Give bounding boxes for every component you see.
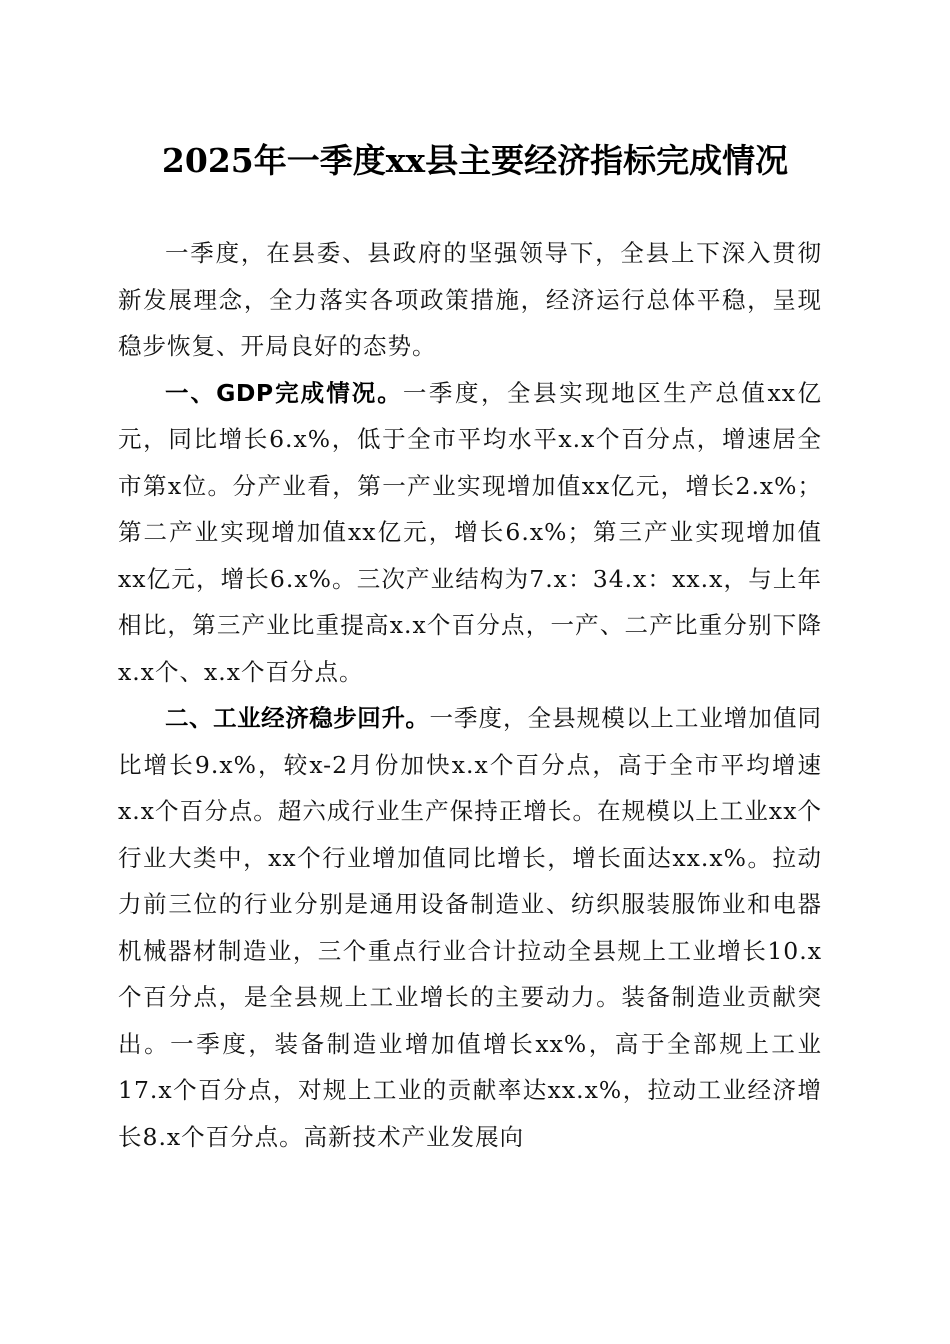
document-body [118, 230, 822, 1160]
section-industry-heading: 二、工业经济稳步回升。 [165, 704, 430, 732]
section-industry-paragraph [118, 695, 822, 1160]
section-industry-text: 一季度，全县规模以上工业增加值同比增长9.x%，较x-2月份加快x.x个百分点，高于全市平均增速x.x个百分点。超六成行业生产保持正增长。在规模以上工业xx个行业大类中，xx个行业增加值同比增长，增长面达xx.x%。拉动力前三位的行业分别是通用设备制造业、纺织服装服饰业和电器机械器材制造业，三个重点行业合计拉动全县规上工业增长10.x个百分点，是全县规上工业增长的主要动力。装备制造业贡献突出。一季度，装备制造业增加值增长xx%，高于全部规上工业17.x个百分点，对规上工业的贡献率达xx.x%，拉动工业经济增长8.x个百分点。高新技术产业发展向 [118, 704, 823, 1151]
section-gdp-paragraph [118, 370, 822, 696]
intro-paragraph: 一季度，在县委、县政府的坚强领导下，全县上下深入贯彻新发展理念，全力落实各项政策措施，经济运行总体平稳，呈现稳步恢复、开局良好的态势。 [118, 239, 822, 360]
section-gdp-heading: 一、GDP完成情况。 [165, 378, 403, 407]
section-gdp-text: 一季度，全县实现地区生产总值xx亿元，同比增长6.x%，低于全市平均水平x.x个百分点，增速居全市第x位。分产业看，第一产业实现增加值xx亿元，增长2.x%；第二产业实现增加值xx亿元，增长6.x%；第三产业实现增加值xx亿元，增长6.x%。三次产业结构为7.x：34.x：xx.x，与上年相比，第三产业比重提高x.x个百分点，一产、二产比重分别下降x.x个、x.x个百分点。 [118, 378, 822, 686]
document-title: 2025年一季度xx县主要经济指标完成情况 [161, 141, 789, 180]
